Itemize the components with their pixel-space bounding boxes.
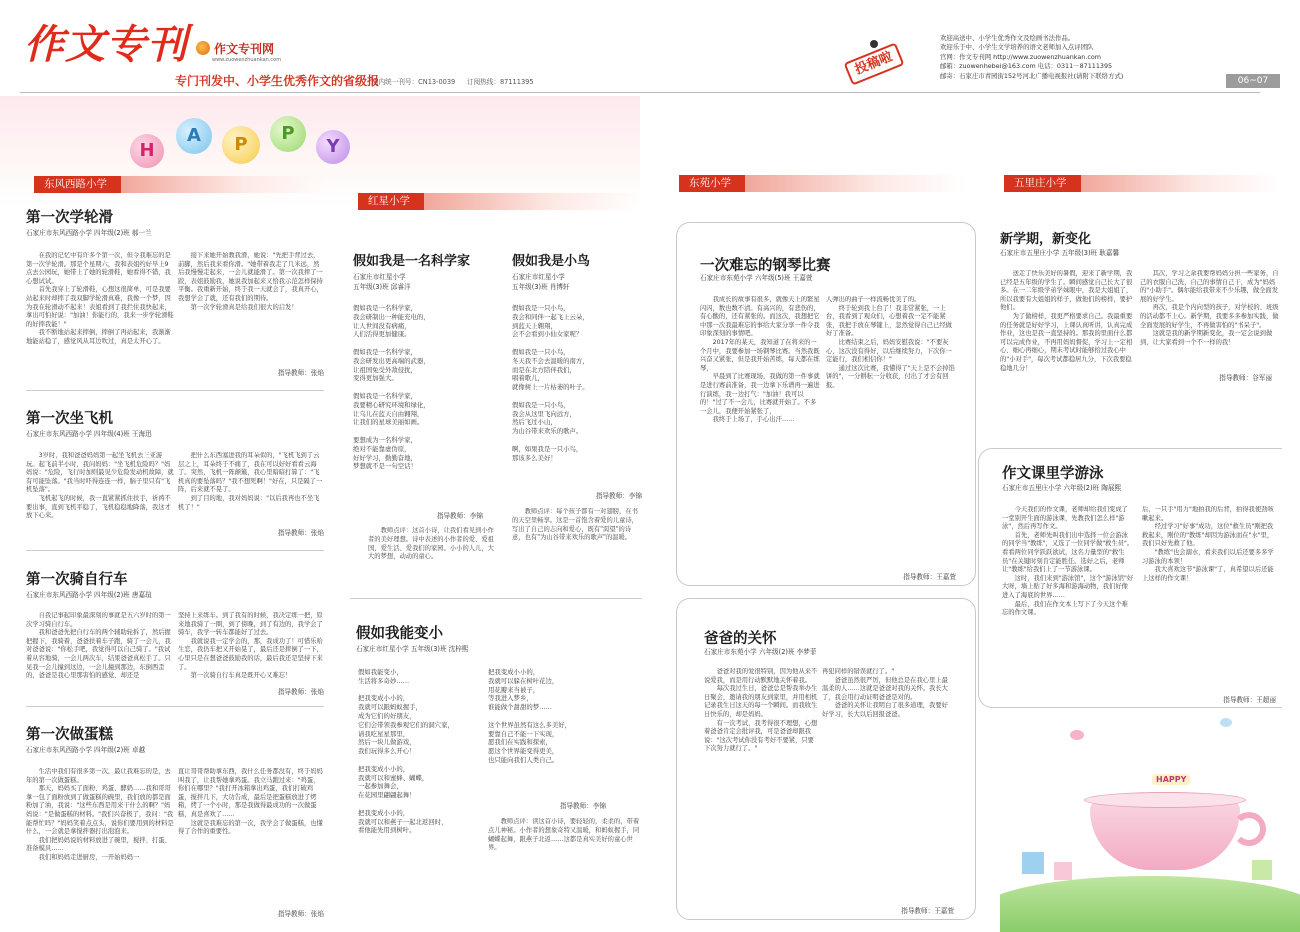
article-title: 第一次做蛋糕 — [26, 727, 113, 743]
teacher-credit: 指导教师：王嘉萱 — [901, 907, 954, 915]
logo-url: www.zuowenzhuankan.com — [212, 57, 282, 63]
gift-box-icon — [1020, 850, 1046, 876]
article-body: 人弹出的曲子一样流畅优美了的。 终于轮到我上台了！我非常紧张，一上台，我看到了观众们，心想着我一定不能紧张，我把手放在琴键上，忽然觉得自己已经做好了准备。 比赛结束之后，妈妈安慰我说："不要灰心，这次没有得好，以后继续努力，下次你一定能行，我们相信你！" 通过这次比赛，我懂得了"天上是不会掉馅饼的"，一分耕耘一分收获，付出了才会有回报。 — [826, 296, 955, 389]
article-body: 后，一只手"用力"地拍我的后背，拍得我使劲咳嗽起来。 经过学习"好事"成功，这位"救生员"刚把我救起来，刚位的"教练"却因为游泳而在"水"里，我们只好先救了他。 "教练"也会溺水，看来我们以后还要多多学习游泳的本领！ 我大喜欢这节"游泳课"了，真希望以后还能上这样的作文课！ — [1142, 506, 1274, 582]
article-body: 爸爸对我的爱很特别，因为他从来不说爱我，而是用行动默默地关怀着我。 每次我过生日，爸爸总是帮我举办生日聚会，邀请我的朋友到家里，并用相机记录我生日这天的每一个瞬间。而我收生日快乐的，却是妈妈。 有一次考试，我考得很不理想，心想着爸爸肯定会批评我，可是爸爸却跟我说："这次考试你没有考好不要紧，只要下次努力就行了。" — [704, 668, 818, 753]
logo-text: 作文专刊网 — [214, 41, 275, 56]
balloon-letter: A — [187, 125, 201, 146]
school-name: 东风西路小学 — [34, 176, 121, 193]
divider — [26, 706, 324, 707]
teacher-credit: 指导教师：李锦 — [436, 512, 483, 520]
submit-badge-label: 投稿啦 — [844, 42, 905, 85]
teacher-credit: 指导教师：王超丽 — [1223, 696, 1276, 704]
article-byline: 石家庄市红星小学 — [353, 273, 406, 281]
teacher-credit: 指导教师：张焰 — [277, 688, 324, 696]
masthead-rule — [20, 92, 1260, 93]
article-byline: 石家庄市东苑小学 六年级(5)班 王嘉萱 — [700, 274, 813, 282]
logo — [196, 38, 274, 58]
hotline: 订阅热线：87111395 — [467, 78, 534, 86]
school-band-wulizhuang — [1004, 175, 1280, 192]
page-number: 06~07 — [1226, 74, 1280, 88]
article-title: 假如我能变小 — [356, 626, 443, 642]
article-byline: 石家庄市东风西路小学 四年级(2)班 唐嘉瑄 — [26, 591, 152, 599]
teacher-comment: 教师点评：这首小诗，让我们看见到小作者的美好理想。诗中表述的小作者的爱、爱祖国、爱生活、爱我们的家园。小小的人儿，大大的梦想，动动的童心。 — [368, 527, 494, 561]
gift-box-icon — [1052, 860, 1074, 882]
article-byline: 石家庄市红星小学 — [512, 273, 565, 281]
article-title: 作文课里学游泳 — [1002, 466, 1104, 482]
article-title: 一次难忘的钢琴比赛 — [700, 258, 831, 274]
logo-icon — [196, 41, 210, 55]
article-title: 第一次坐飞机 — [26, 411, 113, 427]
article-byline: 石家庄市红星小学 五年级(3)班 沈梓熙 — [356, 645, 469, 653]
teacher-comment: 教师点评：读这首小诗，要轻轻的，柔柔的，带着点儿神秘。小作者的想象奇特又温暖，和蚂蚁握手，同蝴蝶起舞，跟燕子北返……这都是真实美好的童心世界。 — [488, 818, 640, 852]
article-body: 坚持上来练车。到了我有的时候，我决定练一把，原来地我骑了一圈，到了傍晚，到了有边的，我学会了骑车，我学一转车都能好了过去。 我就说我一定学会的，那，我成功了！可惜乐哈生恋，我仍车把又开始晃了，最后还是摔倒了一下，心里只是在想爸爸鼓励我的话，最后我还是坚持下来了。 第一次骑自行车真是既开心又难忘！ — [178, 612, 323, 680]
school-band-dongfeng — [34, 176, 324, 193]
masthead-slogan: 专门刊发中、小学生优秀作文的省级报 — [175, 74, 380, 88]
contact-line: 邮寄：石家庄市青园街152号河北广播电视报社(请附下联络方式) — [940, 71, 1124, 80]
balloon-letter: P — [281, 123, 295, 144]
school-band-hongxing — [358, 193, 640, 210]
contact-box — [940, 34, 1200, 81]
article-body: 我成长的故事有很多，就像天上的繁星闪闪，数也数不清。有高兴的，有悲伤的，有心酸的，还有紧张的。而这次，我想把它中那一次我最难忘的事给大家分享一件令我印象深刻的事情吧。 2017年的某天，我知道了在将来的一个月中，我要参加一场钢琴比赛。当然我既兴奋又紧张，但是我开始苦练，每天都在练琴， 早晨到了比赛现场，我做的第一件事就是进行赛前准备，我一边拿下乐谱再一遍进行演练，我一边打气："加油！我可以的！"过了不一会儿，比赛就开始了。不多一会儿，我便开始紧张了， 我终于上场了，手心出汗…… — [700, 296, 820, 424]
article-byline: 石家庄市五里庄小学 五年级(3)班 耿嘉馨 — [1000, 249, 1120, 257]
balloon-letter: P — [234, 134, 248, 155]
article-body: 送走了快乐美好的暑假，迎来了新学期，我已经是五年级的学生了。瞬间感觉自己长大了很多。在一二年级学弟学妹眼中，我是大姐姐了，所以我要有大姐姐的样子，做他们的榜样，要护他们。 为了做榜样，我更严格要求自己。我最重要的任务就是好好学习，上课认真听讲，认真完成作业，这也是我一直坚持的。那我的里面什么都可以完成作业，不再用妈妈督促，学习上一定相心、细心再细心，期末考试时能够拾过我心中的"小对手"，每次考试都稳居九分，下次我要稳稳地几分！ — [1000, 270, 1133, 372]
masthead-title: 作文专刊 — [24, 22, 188, 68]
cup-handle — [1232, 812, 1266, 846]
balloon — [130, 134, 164, 168]
article-title: 假如我是小鸟 — [512, 254, 591, 269]
school-name: 东苑小学 — [679, 175, 745, 192]
balloon — [222, 126, 260, 164]
article-byline: 石家庄市东苑小学 六年级(2)班 李梦菲 — [704, 648, 817, 656]
balloon — [270, 116, 306, 152]
band-fade — [121, 176, 324, 193]
cup-label: HAPPY — [1152, 774, 1190, 785]
grass — [1000, 876, 1300, 932]
article-body: 生活中我们有很多第一次，最让我难忘的是，去年的第一次做蛋糕。 那天，妈妈买了面粉、鸡蛋、酵奶……我和哥哥拿一包了面粉放到了做蛋糕的碗里，我们放的都是面粉加了油，我说："这些东西是用来干什么的啊？"妈妈说："是做蛋糕的材料。"我们兴奋极了，我问："我能帮忙吗？"妈妈笑着点点头，说你们要用到的材料是什么，一会就是拿搅拌器打出泡泡来。 我们把妈妈说的材料放进了碗里，搅拌、打蛋、准备模具…… 我们和妈妈走进厨房，一开始妈妈一 — [26, 768, 174, 861]
cup-icon — [1090, 800, 1240, 870]
band-fade — [424, 193, 640, 210]
contact-line: 官网：作文专刊网 http://www.zuowenzhuankan.com — [940, 52, 1102, 61]
poem-body: 把我变成小小的， 我就可以躲在树叶花边， 用花瓣来当被子， 等我进入梦乡， 谁能做个甜甜的梦…… 这个世界虽然有这么多美好， 要靠自己不能一下实现， 愿我们在实践和探索， 愿这个世界能变得更美， 也只能向我们人类自己。 — [488, 668, 572, 764]
poem-body: 假如我是一只小鸟， 我会和同伴一起飞上云朵， 到蓝天上翱翔， 会不会看到小仙女家呢？ 假如我是一只小鸟， 冬天我不会去温暖的南方， 而是在北方陪伴我们， 唱着歌儿， 就像树上一片枯萎的叶子。 假如我是一只小鸟， 我会从这里飞向远方， 然后飞过小山， 为山谷带来欢乐的歌声。 啊，如果我是一只小鸟， 那该多么美好！ — [512, 304, 589, 462]
article-byline: 石家庄市东风西路小学 四年级(2)班 郝一兰 — [26, 229, 152, 237]
article-body: 接下来她开始教我滑，她说："先把手背过去，前脚，然后我来看你滑。"她带着我走了几米远，然后我慢慢走起来，一会儿就能滑了。第一次我摔了一跤，表姐鼓励我，她说我加起来又恰我示范怎样保持平衡。我重新开始，终于我一天就会了，我真开心，我想学会了就，还有我们的期待。 第一次学轮滑真是给我们很大的启发！ — [178, 252, 323, 311]
school-band-dongyuan — [679, 175, 965, 192]
balloon-letter: H — [139, 140, 155, 161]
band-fade — [745, 175, 965, 192]
school-name: 五里庄小学 — [1004, 175, 1081, 192]
article-byline: 石家庄市东风西路小学 四年级(4)班 王海迅 — [26, 430, 152, 438]
article-byline: 五年级(3)班 邱睿洋 — [353, 283, 411, 291]
teacher-credit: 指导教师：张焰 — [277, 529, 324, 537]
article-body: 直让哥哥帮助拿东西，我什么任务都没有，终于妈妈叫我了，让我帮她拿鸡蛋。我立马跑过来："鸡蛋，你们在哪里？"我打开冰箱拿出鸡蛋，我们打破鸡蛋，搅拌几下，大功告成，最后是把蛋糕放进了烤箱，烤了一个小时，那是我做得最成功的一次做蛋糕，真是喜欢了…… 这就是我难忘的第一次，我学会了做蛋糕，也懂得了合作的重要性。 — [178, 768, 323, 836]
contact-line: 欢迎高送中、小学生优秀作文及绘画书法作品。 — [940, 34, 1075, 42]
balloon-letter: Y — [326, 136, 340, 157]
contact-line: 欢迎乐于中、小学生文学培养的语文老师加入点评团队 — [940, 43, 1094, 52]
article-body: 再犯同样的错误就行了。" 爸爸虽然很严厉，但他总是在我心里上最温柔的人……这就是爸爸对我的关怀。我长大了，我会用行动证明爸爸是对的。 爸爸的关怀让我明白了很多道理，我要好好学习，长大以后回报爸爸。 — [822, 668, 948, 718]
teacher-credit: 指导教师：张焰 — [277, 369, 324, 377]
band-fade — [1081, 175, 1281, 192]
divider — [26, 550, 324, 551]
article-title: 爸爸的关怀 — [704, 631, 777, 647]
article-body: 自我记事起印象最深刻的事就是五六岁时的第一次学习骑自行车。 我和爸爸先把自行车的两个辅助轮拆了，然后握把握下，我骑着，爸爸扶着车子跑，骑了一会儿，我对爸爸说："你松手吧，我觉得可以自己骑了。"我试着从容地骑，一会儿两次车，结果爸爸真松手了。只见我一会儿撞到这边，一会儿撞到那边，东倒西歪的，爸爸是我心里那害怕的感觉，却还是 — [26, 612, 171, 680]
article-byline: 石家庄市五里庄小学 六年级(2)班 陶展熙 — [1002, 484, 1122, 492]
poem-body: 假如我是一名科学家， 我会研制出一种能充电的， 让人世间没有病痛， 人们活得更加健康。 假如我是一名科学家， 我会研发出更高端的武器， 让祖国免受外敌侵扰， 变得更加强大。 假如我是一名科学家， 我要精心研究环境和绿化， 让乌儿在蓝天自由翱翔， 让我们的星球美丽如画。 要想成为一名科学家， 绝对不能靠虚伪原， 好好学习，勤勤奋地， 梦想就不是一句空话！ — [353, 304, 430, 471]
article-title: 第一次学轮滑 — [26, 210, 113, 226]
issn: 国内统一刊号：CN13-0039 — [372, 78, 456, 86]
divider — [350, 598, 642, 599]
article-title: 第一次骑自行车 — [26, 572, 128, 588]
cup-rim — [1084, 792, 1246, 808]
article-title: 新学期，新变化 — [1000, 232, 1092, 247]
article-byline: 石家庄市东风西路小学 四年级(2)班 卓越 — [26, 746, 146, 754]
article-title: 假如我是一名科学家 — [353, 254, 471, 269]
article-body: 今天我们的作文课，老师却给我们变成了一堂别开生面的游泳课，先教我们怎么样"游泳"，然后再写作文。 首先，老师先叫我们出中选择一位会游泳的同学当"教练"，又选了一位同学做"救生员"。看看两位同学跃跃欲试，这名力量型的"救生员"在关键时刻肯定能胜任。选好之后，老师让"教练"给我们上了一节游泳课。 这时，我们来到"游泳馆"，这个"游泳馆"好大呀，墙上贴了好多海和游海动物，我们好像进入了海底的世界…… 最后，我们在作文本上写下了今天这个难忘的作文课。 — [1002, 506, 1134, 617]
poem-body: 假如我能变小， 生活将多奇妙…… 把我变成小小的， 我就可以跟蚂蚁握手， 成为它们的好朋友， 它们会带领我参观它们的洞穴家， 请我吃星星那里， 然后一块儿做游戏， 我们玩得多么开心！ 把我变成小小的， 我就可以和蜜蜂、蝴蝶， 一起参加舞会， 在花园里翩翩起舞！ 把我变成小小的， 我就可以和燕子一起北返回时， 看他能先用到树叶。 — [358, 668, 454, 835]
article-body: 在我的记忆中有许多个第一次，但令我难忘的是第一次学轮滑。那是个星期六，我和表姐约好早上9点去公园玩，她带上了她的轮滑鞋，她看得不错，我心想试试。 首先我穿上了轮滑鞋，心想这很简单，可是我要站起来时却摔了我双脚学轮滑真难，我像一个梦，因为我在轮滑动不起来！表姐看到了我拦住我快起来，拿出可怕好说："加油！你能行的，我来一步学轮滑鞋的好摔我能！" 我不断地站起来摔倒，摔倒了再站起来，我渐渐地能站稳了，感觉风从耳边吹过，真是太开心了。 — [26, 252, 174, 345]
teacher-comment: 教师点评：每个孩子都有一对翅膀，在书的天空里畅享。这是一首饱含着爱的儿童诗，写出了自己的志向和爱心，既有"渴望"的诗意，也有"为山谷带来欢乐的歌声"的温暖。 — [512, 508, 638, 542]
article-body: 3岁时，我和爸爸妈妈第一起坐飞机去三亚游玩。起飞前半小时，我问妈妈："坐飞机危险吗？"妈妈说："危险，飞行时加则最见少危险发动机故障，就有可能坠落。"我当时吓得连连一样，脑子里只有"飞机坠落"。 飞机起飞的时候，我一直紧紧抓住扶手，祈祷不要出事，直到飞机平稳了，飞机稳稳地降落，我这才放下心来。 — [26, 452, 174, 520]
teacher-credit: 指导教师：张焰 — [277, 910, 324, 918]
teacher-credit: 指导教师：王嘉萱 — [903, 573, 956, 581]
submit-badge-pin-icon — [870, 40, 878, 48]
teacher-credit: 指导教师：李锦 — [559, 802, 606, 810]
teacher-credit: 指导教师：李锦 — [595, 492, 642, 500]
article-byline: 五年级(3)班 肖博轩 — [512, 283, 570, 291]
teacher-credit: 指导教师：谷军丽 — [1219, 374, 1272, 382]
balloon — [176, 118, 212, 154]
contact-line: 邮箱：zuowenhebei@163.com 电话：0311－87111395 — [940, 62, 1113, 71]
butterfly-icon — [1070, 730, 1084, 740]
submit-badge — [842, 40, 908, 86]
divider — [26, 390, 324, 391]
gift-box-icon — [1250, 858, 1274, 882]
article-body: 其次，学习之余我要帮妈妈分担一些家务，自己的衣服自己洗，自己的事情自己干，成为"妈妈的"小助手"。偶尔能给我带来不少乐趣，做全面发展的好学生。 再次，我是个内向型的孩子，对学校的、班级的活动都不上心。新学期，我要多多参加实践，做全面发展的好学生，不再做害怕的"书呆子"。 这就是我的新学期新变化，我一定会说到做到，让大家看到一个不一样的我！ — [1140, 270, 1279, 346]
masthead — [0, 0, 1300, 96]
balloon — [316, 130, 350, 164]
cup-garden-illustration — [1000, 700, 1300, 932]
butterfly-icon — [1220, 718, 1232, 727]
school-name: 红星小学 — [358, 193, 424, 210]
article-body: 把什么东西塞进我的耳朵似的，"飞机飞到了云层之上，耳朵终于不痛了，我在可以好好看看云海了。突然，飞机一阵颠簸，我心里暗暗打算了："飞机真的要坠落吗？"我不想死啊！"好在，只是隔了一阵，后来就不晃了。 到了目的地，我对妈妈说："以后我再也不坐飞机了！" — [178, 452, 323, 511]
